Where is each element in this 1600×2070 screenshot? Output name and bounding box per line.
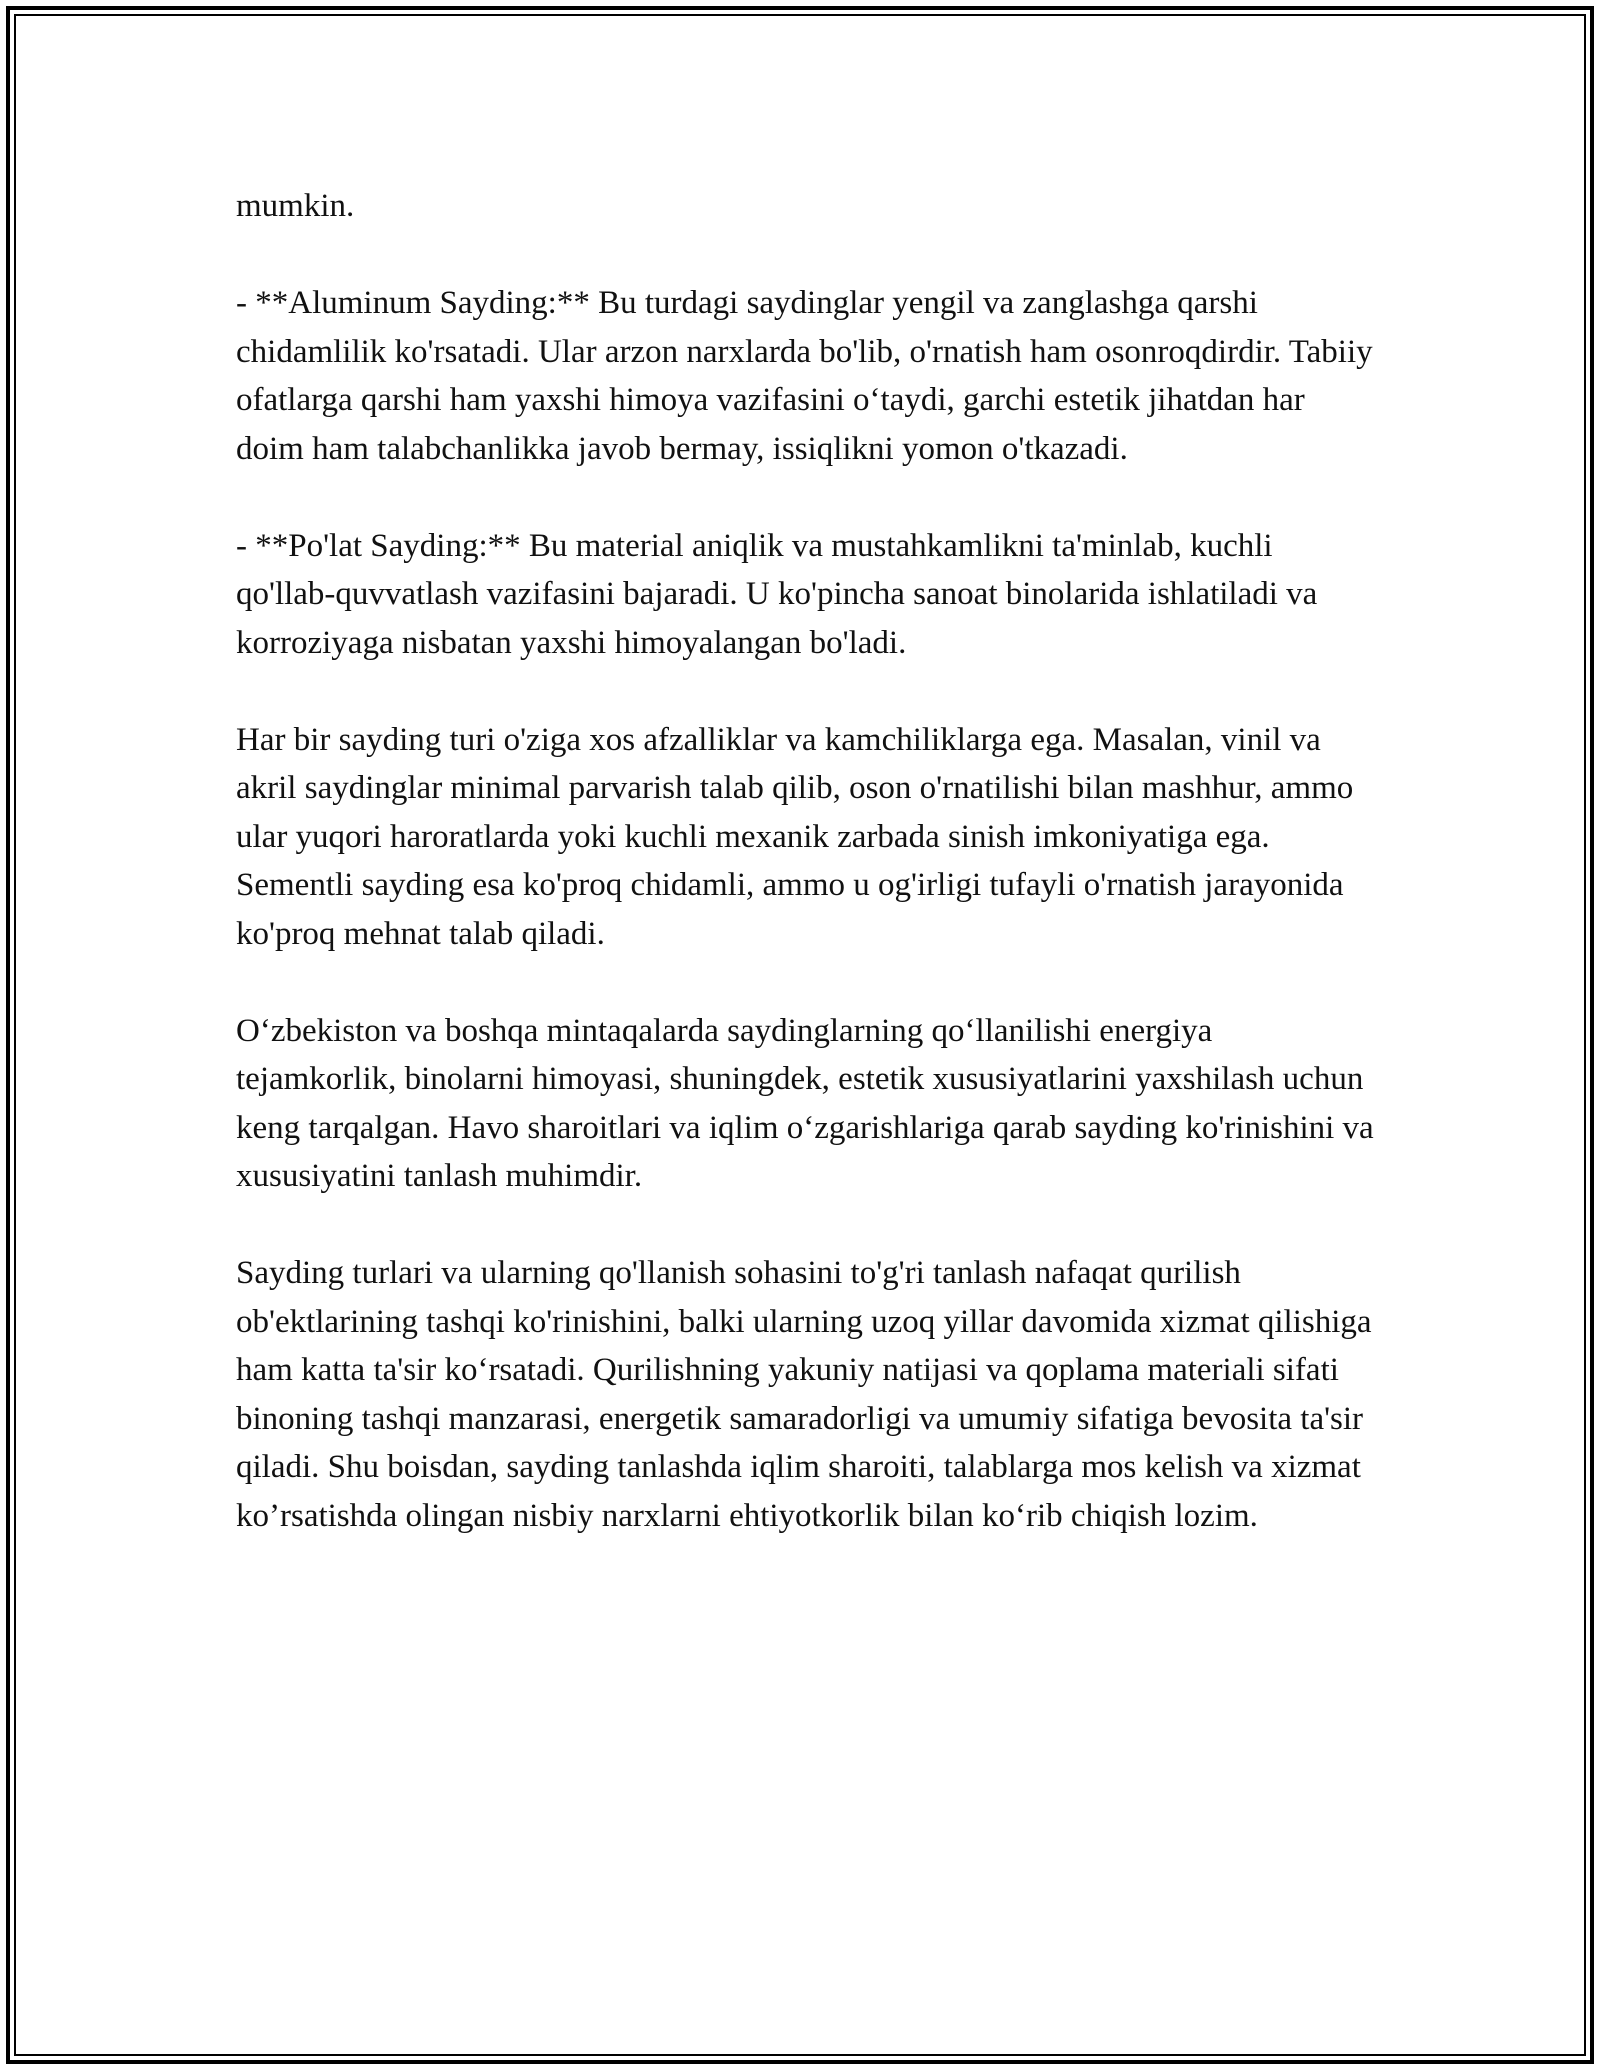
- paragraph-uzbekistan-usage: O‘zbekiston va boshqa mintaqalarda saydinglarning qo‘llanilishi energiya tejamkorlik, binolarni himoyasi, shuningdek, estetik xususiyatlarini yaxshilash uchun keng tarqalgan. Havo sharoitlari va iqlim o‘zgarishlariga qarab sayding ko'rinishini va xususiyatini tanlash muhimdir.: [236, 1012, 1374, 1194]
- paragraph-steel-siding: - **Po'lat Sayding:** Bu material aniqlik va mustahkamlikni ta'minlab, kuchli qo'llab-quvvatlash vazifasini bajaradi. U ko'pincha sanoat binolarida ishlatiladi va korroziyaga nisbatan yaxshi himoyalangan bo'ladi.: [236, 527, 1318, 661]
- paragraph-pros-cons: Har bir sayding turi o'ziga xos afzalliklar va kamchiliklarga ega. Masalan, vinil va akril saydinglar minimal parvarish talab qilib, oson o'rnatilishi bilan mashhur, ammo ular yuqori haroratlarda yoki kuchli mexanik zarbada sinish imkoniyatiga ega. Sementli sayding esa ko'proq chidamli, ammo u og'irligi tufayli o'rnatish jarayonida ko'proq mehnat talab qiladi.: [236, 721, 1354, 952]
- paragraph-aluminum-siding: - **Aluminum Sayding:** Bu turdagi saydinglar yengil va zanglashga qarshi chidamlilik ko'rsatadi. Ular arzon narxlarda bo'lib, o'rnatish ham osonroqdirdir. Tabiiy ofatlarga qarshi ham yaxshi himoya vazifasini o‘taydi, garchi estetik jihatdan har doim ham talabchanlikka javob bermay, issiqlikni yomon o'tkazadi.: [236, 285, 1373, 467]
- document-body: [236, 182, 1376, 1589]
- paragraph-continuation: mumkin.: [236, 188, 355, 224]
- paragraph-conclusion: Sayding turlari va ularning qo'llanish sohasini to'g'ri tanlash nafaqat qurilish ob'ektlarining tashqi ko'rinishini, balki ularning uzoq yillar davomida xizmat qilishiga ham katta ta'sir ko‘rsatadi. Qurilishning yakuniy natijasi va qoplama materiali sifati binoning tashqi manzarasi, energetik samaradorligi va umumiy sifatiga bevosita ta'sir qiladi. Shu boisdan, sayding tanlashda iqlim sharoiti, talablarga mos kelish va xizmat ko’rsatishda olingan nisbiy narxlarni ehtiyotkorlik bilan ko‘rib chiqish lozim.: [236, 1255, 1372, 1534]
